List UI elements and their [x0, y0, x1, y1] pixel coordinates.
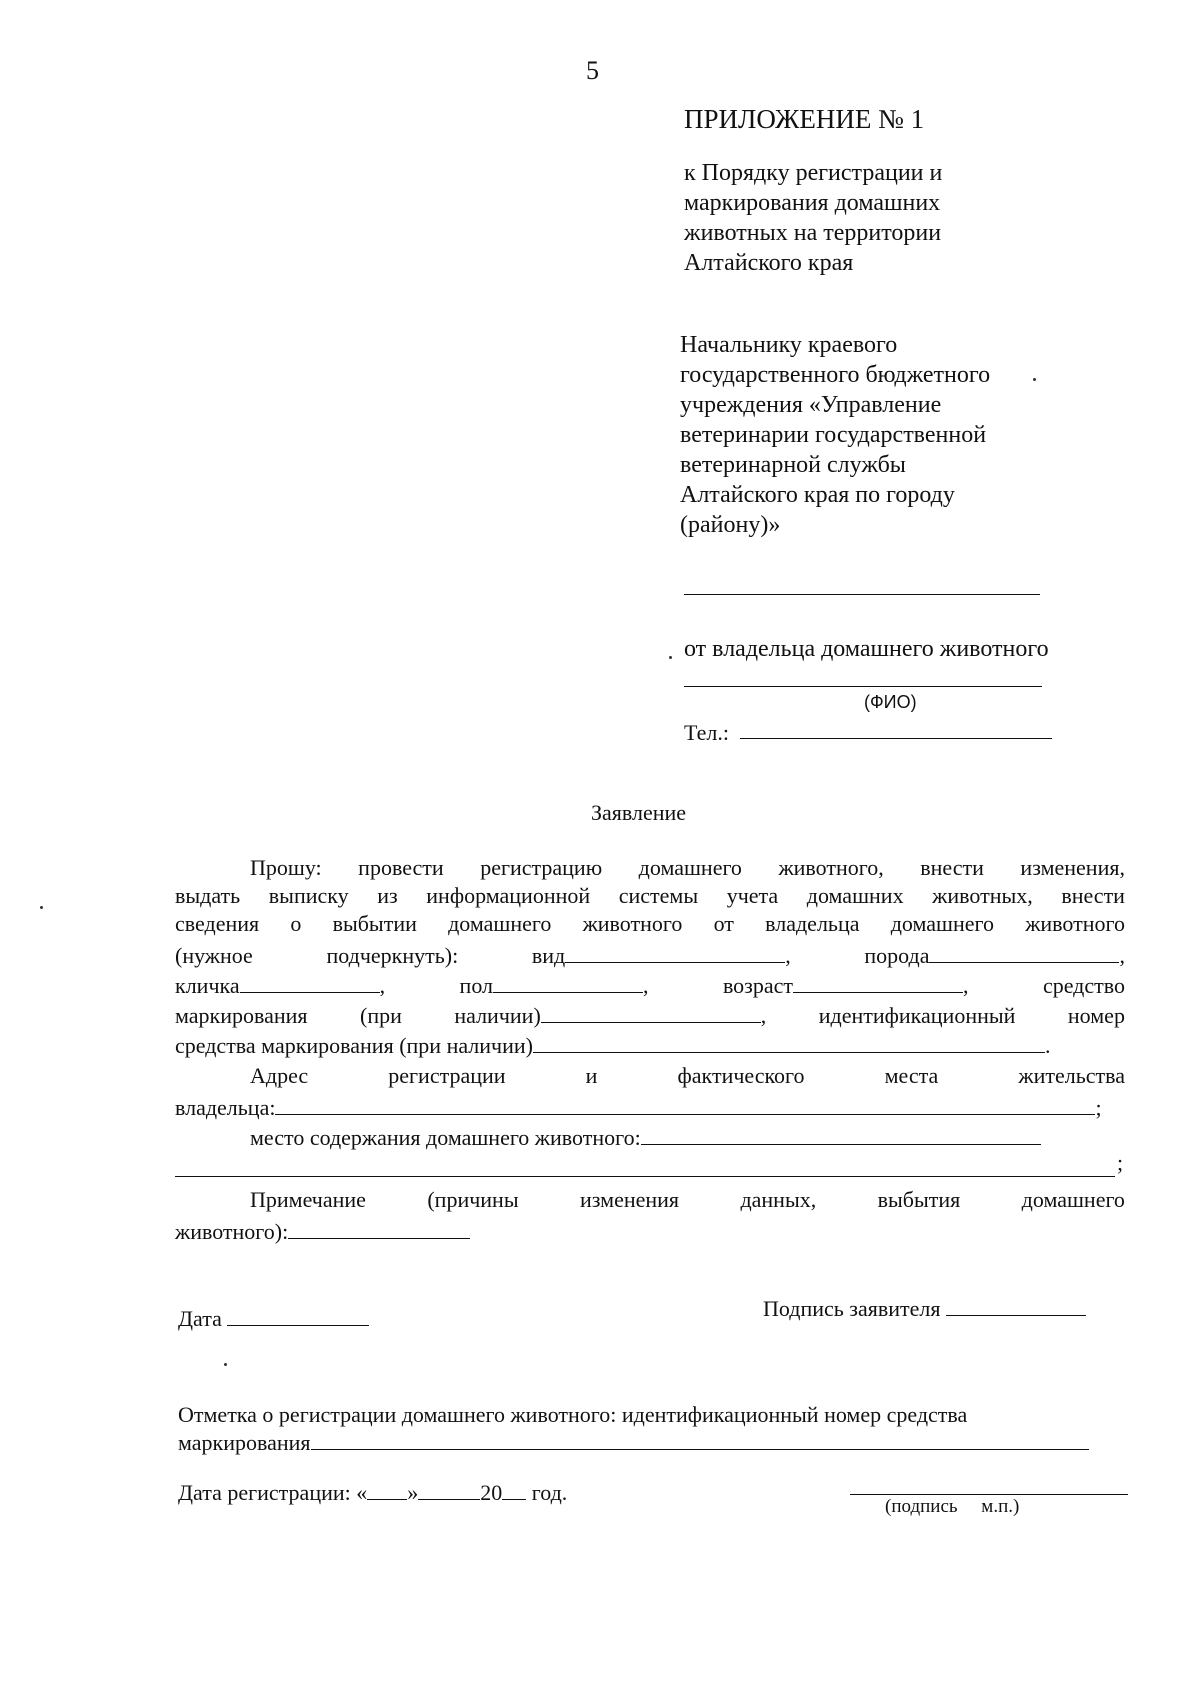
- word: животного: [582, 911, 683, 936]
- sex-field[interactable]: [493, 992, 643, 993]
- word: животного: [1025, 911, 1125, 936]
- note-line: [250, 1186, 1125, 1214]
- year-field[interactable]: [502, 1499, 526, 1500]
- keeping-place-field[interactable]: [641, 1144, 1041, 1145]
- address-line: [175, 1094, 1125, 1122]
- word: внести: [920, 855, 984, 880]
- speck: [669, 656, 672, 659]
- word: номер: [1067, 1003, 1125, 1028]
- appendix-ref-line: Алтайского края: [684, 250, 854, 276]
- word: изменения: [580, 1187, 680, 1212]
- keeping-place-field-cont[interactable]: [175, 1176, 1115, 1177]
- word: Адрес: [250, 1063, 309, 1088]
- registration-date-row: [178, 1480, 567, 1506]
- speck: [224, 1363, 227, 1366]
- word: Прошу:: [250, 855, 322, 880]
- word: из: [377, 883, 398, 908]
- comma: ,: [379, 973, 386, 998]
- owner-address-label: владельца:: [175, 1095, 276, 1120]
- word: информационной: [426, 883, 591, 908]
- signature-field[interactable]: [946, 1315, 1086, 1316]
- speck: [40, 906, 43, 909]
- species-label: вид: [531, 943, 566, 968]
- breed-label: порода: [864, 943, 930, 968]
- word: от: [713, 911, 734, 936]
- nickname-field[interactable]: [240, 992, 380, 993]
- registration-mark-line1: Отметка о регистрации домашнего животного: идентификационный номер средства: [178, 1402, 968, 1427]
- word: владельца: [765, 911, 860, 936]
- year-suffix: год.: [531, 1480, 568, 1505]
- year-prefix: 20: [480, 1480, 503, 1505]
- word: домашнего: [1021, 1187, 1125, 1212]
- signature-label: Подпись заявителя: [763, 1296, 941, 1321]
- word: выписку: [268, 883, 349, 908]
- word: провести: [358, 855, 444, 880]
- word: системы: [618, 883, 699, 908]
- phone-label: Тел.:: [684, 720, 729, 745]
- appendix-reference: [684, 158, 942, 278]
- addressee-line: ветеринарии государственной: [680, 422, 987, 448]
- appendix-ref-line: животных на территории: [684, 220, 942, 246]
- appendix-title: ПРИЛОЖЕНИЕ № 1: [684, 104, 925, 134]
- date-row: [178, 1306, 369, 1332]
- statement-line: [175, 910, 1125, 938]
- marking-field[interactable]: [541, 1022, 761, 1023]
- age-label: возраст: [722, 973, 794, 998]
- addressee-line: государственного бюджетного: [680, 362, 991, 388]
- date-label: Дата: [178, 1306, 222, 1331]
- statement-line: [175, 972, 1125, 1000]
- word: регистрации: [388, 1063, 506, 1088]
- page-number: 5: [586, 56, 599, 85]
- comma: ,: [760, 1003, 767, 1028]
- comma: ,: [643, 973, 649, 998]
- note-field[interactable]: [288, 1238, 470, 1239]
- marking-label: маркирования: [178, 1430, 311, 1455]
- word: выдать: [175, 883, 241, 908]
- month-field[interactable]: [418, 1499, 480, 1500]
- word: средство: [1042, 973, 1125, 998]
- word: домашнего: [890, 911, 994, 936]
- comma: ,: [785, 943, 791, 968]
- addressee-line: (району)»: [680, 512, 781, 538]
- word: домашних: [806, 883, 904, 908]
- period: .: [1045, 1033, 1051, 1058]
- word: домашнего: [638, 855, 742, 880]
- statement-title: Заявление: [591, 800, 687, 825]
- address-line: [250, 1062, 1125, 1090]
- addressee-line: ветеринарной службы: [680, 452, 906, 478]
- word: учета: [726, 883, 779, 908]
- speck: [1033, 378, 1036, 381]
- word: животных,: [932, 883, 1033, 908]
- word: фактического: [677, 1063, 805, 1088]
- date-field[interactable]: [227, 1325, 369, 1326]
- word: (при: [360, 1003, 402, 1028]
- addressee-name-field[interactable]: [684, 594, 1040, 595]
- word: регистрацию: [480, 855, 603, 880]
- word: и: [585, 1063, 598, 1088]
- fio-caption: (ФИО): [864, 692, 917, 712]
- note-line: [175, 1218, 1125, 1246]
- word: (причины: [427, 1187, 519, 1212]
- owner-address-field[interactable]: [275, 1114, 1095, 1115]
- breed-field[interactable]: [929, 962, 1119, 963]
- day-field[interactable]: [367, 1499, 407, 1500]
- owner-fio-field[interactable]: [684, 686, 1042, 687]
- word: жительства: [1018, 1063, 1125, 1088]
- word: внести: [1061, 883, 1125, 908]
- statement-line: [175, 1032, 1125, 1060]
- comma: ,: [963, 973, 969, 998]
- word: изменения,: [1020, 855, 1125, 880]
- from-owner-label: от владельца домашнего животного: [684, 636, 1049, 662]
- signature-row: [763, 1296, 1086, 1322]
- semicolon: ;: [1117, 1150, 1124, 1175]
- addressee-line: учреждения «Управление: [680, 392, 942, 418]
- marking-id-field[interactable]: [533, 1052, 1045, 1053]
- statement-line: [175, 1002, 1125, 1030]
- word: выбытии: [332, 911, 417, 936]
- addressee-block: [680, 330, 990, 540]
- addressee-line: Алтайского края по городу: [680, 482, 955, 508]
- registration-date-label: Дата регистрации: «: [178, 1480, 368, 1505]
- appendix-ref-line: к Порядку регистрации и: [684, 160, 943, 186]
- sign-caption: (подпись м.п.): [885, 1496, 1020, 1517]
- word: животного,: [778, 855, 884, 880]
- word: о: [290, 911, 302, 936]
- species-field[interactable]: [565, 962, 785, 963]
- word: выбытия: [877, 1187, 961, 1212]
- statement-line: [175, 942, 1125, 970]
- marking-label: наличии): [454, 1003, 541, 1028]
- registration-marking-field[interactable]: [311, 1449, 1089, 1450]
- registration-mark-line2: [178, 1430, 1089, 1456]
- note-label: животного):: [175, 1219, 289, 1244]
- keeping-line: [250, 1124, 1125, 1152]
- statement-line: [250, 854, 1125, 882]
- comma: ,: [1119, 943, 1125, 968]
- sex-label: пол: [459, 973, 494, 998]
- word: данных,: [740, 1187, 817, 1212]
- keeping-place-label: место содержания домашнего животного:: [250, 1125, 641, 1150]
- statement-line: [175, 882, 1125, 910]
- word: подчеркнуть):: [326, 943, 459, 968]
- semicolon: ;: [1095, 1095, 1102, 1120]
- quote-close: »: [407, 1480, 419, 1505]
- word: сведения: [175, 911, 260, 936]
- marking-id-label: средства маркирования (при наличии): [175, 1033, 533, 1058]
- word: места: [884, 1063, 939, 1088]
- word: идентификационный: [818, 1003, 1016, 1028]
- word: маркирования: [175, 1003, 308, 1028]
- word: домашнего: [448, 911, 552, 936]
- registration-signature-field[interactable]: [850, 1494, 1128, 1495]
- nickname-label: кличка: [175, 973, 240, 998]
- age-field[interactable]: [793, 992, 963, 993]
- appendix-ref-line: маркирования домашних: [684, 190, 941, 216]
- word: (нужное: [175, 943, 253, 968]
- word: Примечание: [250, 1187, 366, 1212]
- phone-field[interactable]: [740, 738, 1052, 739]
- addressee-line: Начальнику краевого: [680, 332, 898, 358]
